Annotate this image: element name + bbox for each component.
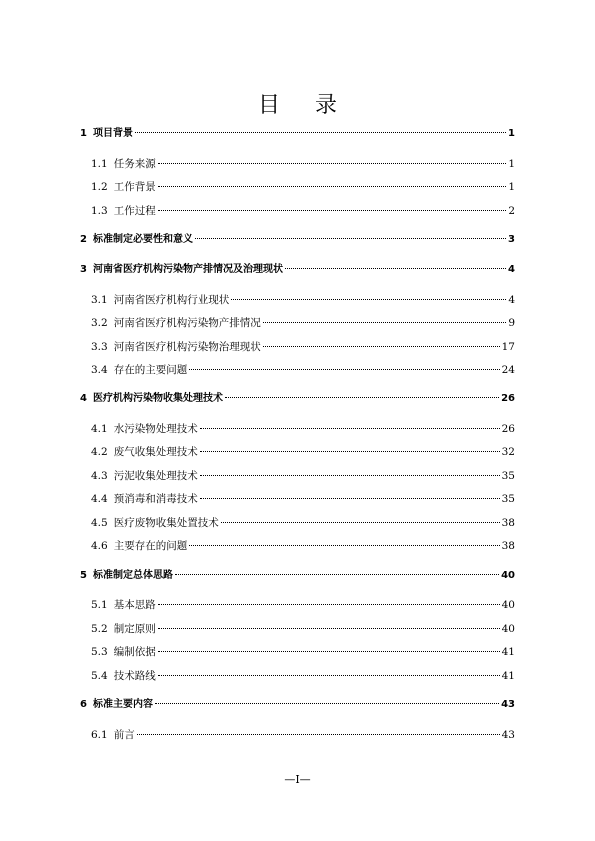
toc-entry-page-number: 43: [501, 699, 515, 710]
toc-section-entry[interactable]: [91, 293, 515, 307]
toc-entry-label: 河南省医疗机构污染物产排情况及治理现状: [92, 264, 283, 275]
toc-section-entry[interactable]: [91, 180, 515, 194]
toc-entry-label: 标准主要内容: [92, 699, 153, 710]
toc-entry-label: 制定原则: [113, 623, 156, 635]
toc-entry-page-number: 26: [501, 393, 515, 404]
toc-entry-page-number: 41: [501, 646, 515, 658]
toc-entry-label: 工作过程: [113, 205, 156, 217]
toc-entry-page-number: 38: [501, 540, 515, 552]
toc-section-entry[interactable]: [91, 539, 515, 553]
dot-leader: [200, 450, 500, 452]
dot-leader: [189, 368, 499, 370]
dot-leader: [135, 131, 506, 133]
toc-entry-label: 废气收集处理技术: [113, 446, 198, 458]
dot-leader: [158, 185, 507, 187]
toc-entry-page-number: 4: [508, 264, 515, 275]
toc-chapter-entry[interactable]: [80, 569, 515, 583]
toc-section-entry[interactable]: [91, 204, 515, 218]
dot-leader: [158, 209, 507, 211]
toc-entry-label: 基本思路: [113, 599, 156, 611]
toc-entry-page-number: 35: [501, 470, 515, 482]
toc-section-entry[interactable]: [91, 728, 515, 742]
dot-leader: [195, 237, 506, 239]
toc-entry-page-number: 24: [501, 364, 515, 376]
toc-entry-number: 4: [80, 393, 87, 404]
toc-entry-page-number: 35: [501, 493, 515, 505]
toc-entry-number: 1.1: [91, 158, 108, 170]
toc-entry-page-number: 40: [501, 623, 515, 635]
toc-entry-page-number: 38: [501, 517, 515, 529]
toc-entry-label: 河南省医疗机构行业现状: [113, 294, 230, 306]
toc-entry-number: 1: [80, 128, 87, 139]
toc-entry-page-number: 43: [501, 729, 515, 741]
toc-entry-number: 6: [80, 699, 87, 710]
toc-section-entry[interactable]: [91, 492, 515, 506]
dot-leader: [263, 321, 507, 323]
dot-leader: [155, 702, 499, 704]
toc-entry-number: 4.4: [91, 493, 108, 505]
toc-entry-label: 前言: [113, 729, 135, 741]
toc-entry-number: 3.1: [91, 294, 108, 306]
dot-leader: [137, 733, 500, 735]
toc-entry-number: 5.1: [91, 599, 108, 611]
dot-leader: [158, 603, 500, 605]
dot-leader: [158, 627, 500, 629]
toc-entry-number: 5.3: [91, 646, 108, 658]
toc-entry-label: 河南省医疗机构污染物产排情况: [113, 317, 261, 329]
toc-entry-label: 项目背景: [92, 128, 133, 139]
toc-section-entry[interactable]: [91, 598, 515, 612]
toc-entry-number: 3.3: [91, 341, 108, 353]
toc-entry-page-number: 32: [501, 446, 515, 458]
toc-entry-page-number: 26: [501, 423, 515, 435]
toc-section-entry[interactable]: [91, 445, 515, 459]
toc-entry-number: 1.2: [91, 181, 108, 193]
dot-leader: [231, 298, 506, 300]
dot-leader: [158, 650, 500, 652]
dot-leader: [285, 267, 506, 269]
page-number-footer: —I—: [284, 773, 311, 786]
toc-section-entry[interactable]: [91, 340, 515, 354]
toc-entry-number: 2: [80, 234, 87, 245]
dot-leader: [200, 427, 500, 429]
toc-entry-label: 标准制定必要性和意义: [92, 234, 193, 245]
toc-section-entry[interactable]: [91, 469, 515, 483]
toc-entry-number: 4.6: [91, 540, 108, 552]
toc-entry-page-number: 1: [508, 128, 515, 139]
toc-section-entry[interactable]: [91, 645, 515, 659]
toc-entry-label: 技术路线: [113, 670, 156, 682]
toc-entry-label: 主要存在的问题: [113, 540, 188, 552]
toc-chapter-entry[interactable]: [80, 127, 515, 141]
toc-entry-number: 3.2: [91, 317, 108, 329]
toc-entry-page-number: 1: [508, 181, 515, 193]
toc-entry-page-number: 17: [501, 341, 515, 353]
dot-leader: [175, 573, 499, 575]
toc-entry-label: 任务来源: [113, 158, 156, 170]
toc-entry-number: 3.4: [91, 364, 108, 376]
dot-leader: [189, 544, 499, 546]
dot-leader: [158, 674, 500, 676]
toc-entry-number: 4.3: [91, 470, 108, 482]
toc-entry-page-number: 40: [501, 599, 515, 611]
toc-entry-number: 3: [80, 264, 87, 275]
toc-entry-label: 存在的主要问题: [113, 364, 188, 376]
toc-entry-page-number: 40: [501, 570, 515, 581]
toc-entry-page-number: 4: [508, 294, 515, 306]
toc-section-entry[interactable]: [91, 516, 515, 530]
toc-entry-page-number: 1: [508, 158, 515, 170]
toc-chapter-entry[interactable]: [80, 263, 515, 277]
toc-entry-label: 医疗废物收集处置技术: [113, 517, 219, 529]
toc-entry-number: 4.2: [91, 446, 108, 458]
dot-leader: [263, 345, 500, 347]
toc-section-entry[interactable]: [91, 363, 515, 377]
toc-section-entry[interactable]: [91, 622, 515, 636]
toc-entry-label: 标准制定总体思路: [92, 570, 173, 581]
dot-leader: [158, 162, 507, 164]
toc-entry-label: 水污染物处理技术: [113, 423, 198, 435]
toc-entry-page-number: 41: [501, 670, 515, 682]
dot-leader: [200, 497, 500, 499]
toc-entry-label: 医疗机构污染物收集处理技术: [92, 393, 223, 404]
toc-chapter-entry[interactable]: [80, 233, 515, 247]
toc-entry-number: 5.2: [91, 623, 108, 635]
toc-section-entry[interactable]: [91, 422, 515, 436]
toc-entry-number: 6.1: [91, 729, 108, 741]
dot-leader: [225, 396, 499, 398]
toc-entry-page-number: 9: [508, 317, 515, 329]
toc-entry-label: 编制依据: [113, 646, 156, 658]
toc-entry-number: 5.4: [91, 670, 108, 682]
dot-leader: [221, 521, 500, 523]
toc-entry-label: 工作背景: [113, 181, 156, 193]
toc-chapter-entry[interactable]: [80, 698, 515, 712]
dot-leader: [200, 474, 500, 476]
toc-entry-page-number: 3: [508, 234, 515, 245]
toc-entry-page-number: 2: [508, 205, 515, 217]
toc-entry-number: 5: [80, 570, 87, 581]
toc-entry-label: 污泥收集处理技术: [113, 470, 198, 482]
toc-section-entry[interactable]: [91, 316, 515, 330]
toc-title: 目 录: [258, 93, 351, 118]
toc-section-entry[interactable]: [91, 669, 515, 683]
toc-entry-number: 4.1: [91, 423, 108, 435]
toc-chapter-entry[interactable]: [80, 392, 515, 406]
toc-entry-label: 河南省医疗机构污染物治理现状: [113, 341, 261, 353]
toc-entry-number: 4.5: [91, 517, 108, 529]
toc-section-entry[interactable]: [91, 157, 515, 171]
toc-entry-label: 预消毒和消毒技术: [113, 493, 198, 505]
toc-entry-number: 1.3: [91, 205, 108, 217]
